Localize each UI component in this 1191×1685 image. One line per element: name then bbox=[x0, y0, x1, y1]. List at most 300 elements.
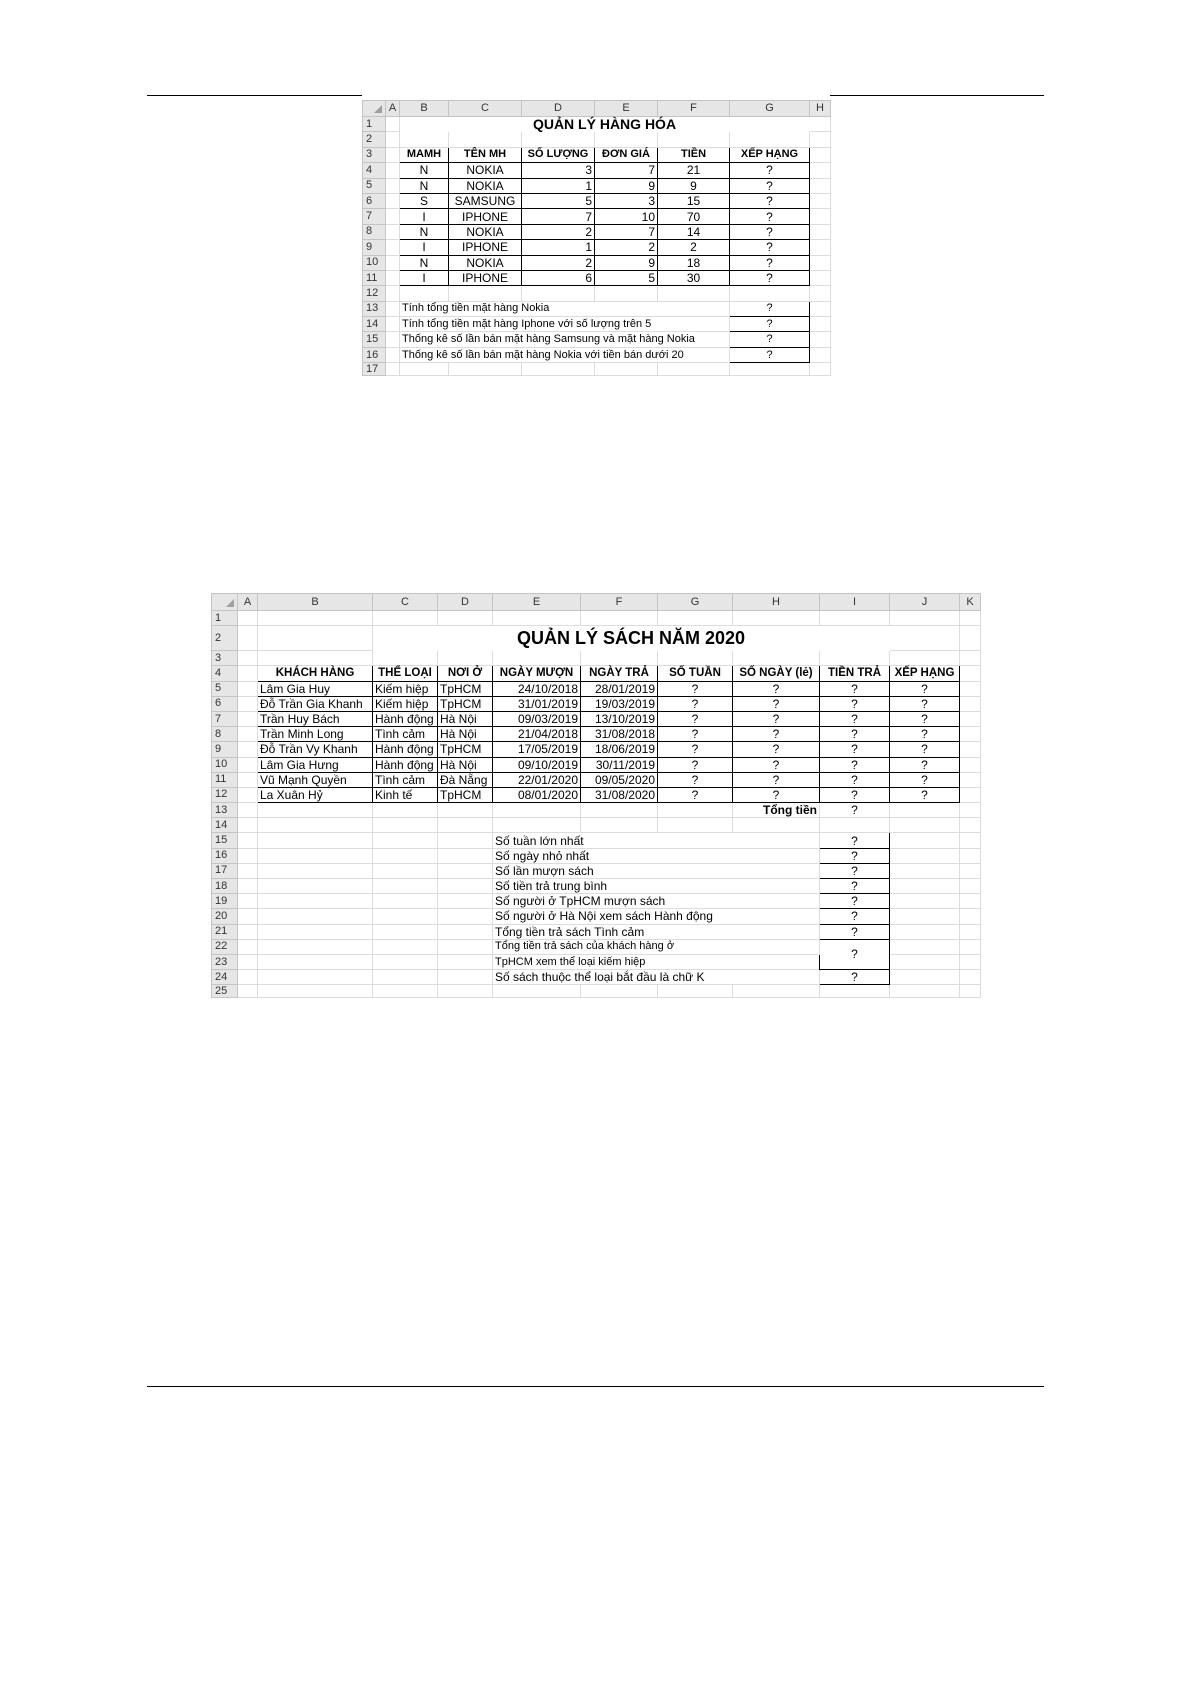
empty-cell[interactable] bbox=[810, 270, 831, 285]
empty-cell[interactable] bbox=[386, 347, 400, 362]
empty-cell[interactable] bbox=[890, 626, 960, 651]
empty-cell[interactable] bbox=[258, 833, 373, 848]
empty-cell[interactable] bbox=[960, 803, 981, 818]
data-cell[interactable]: Tình cảm bbox=[373, 772, 438, 787]
data-cell[interactable]: 17/05/2019 bbox=[493, 742, 581, 757]
empty-cell[interactable] bbox=[386, 117, 400, 132]
question-answer[interactable]: ? bbox=[730, 332, 810, 347]
empty-cell[interactable] bbox=[581, 803, 658, 818]
empty-cell[interactable] bbox=[258, 611, 373, 626]
empty-cell[interactable] bbox=[258, 894, 373, 909]
stat-label[interactable]: Tổng tiền trả sách Tình cảm bbox=[493, 924, 820, 939]
row-header[interactable]: 12 bbox=[363, 286, 386, 301]
empty-cell[interactable] bbox=[386, 224, 400, 239]
empty-cell[interactable] bbox=[810, 147, 831, 162]
data-cell[interactable]: 22/01/2020 bbox=[493, 772, 581, 787]
empty-cell[interactable] bbox=[438, 954, 493, 969]
row-header[interactable]: 16 bbox=[363, 347, 386, 362]
empty-cell[interactable] bbox=[238, 909, 258, 924]
empty-cell[interactable] bbox=[658, 363, 730, 376]
empty-cell[interactable] bbox=[581, 611, 658, 626]
empty-cell[interactable] bbox=[386, 163, 400, 178]
data-cell[interactable]: ? bbox=[730, 193, 810, 208]
empty-cell[interactable] bbox=[810, 163, 831, 178]
empty-cell[interactable] bbox=[238, 848, 258, 863]
data-cell[interactable]: 31/08/2018 bbox=[581, 727, 658, 742]
empty-cell[interactable] bbox=[810, 132, 831, 147]
stat-value[interactable]: ? bbox=[820, 970, 890, 985]
table-header[interactable]: SỐ NGÀY (lẻ) bbox=[733, 666, 820, 681]
data-cell[interactable]: ? bbox=[730, 163, 810, 178]
stat-value[interactable]: ? bbox=[820, 848, 890, 863]
column-header[interactable]: D bbox=[522, 101, 595, 117]
empty-cell[interactable] bbox=[438, 803, 493, 818]
empty-cell[interactable] bbox=[386, 209, 400, 224]
empty-cell[interactable] bbox=[810, 317, 831, 332]
data-cell[interactable]: 14 bbox=[658, 224, 730, 239]
empty-cell[interactable] bbox=[820, 611, 890, 626]
row-header[interactable]: 11 bbox=[212, 772, 238, 787]
empty-cell[interactable] bbox=[960, 727, 981, 742]
empty-cell[interactable] bbox=[733, 611, 820, 626]
empty-cell[interactable] bbox=[960, 626, 981, 651]
data-cell[interactable]: 3 bbox=[595, 193, 658, 208]
column-header[interactable]: G bbox=[730, 101, 810, 117]
table-header[interactable]: MAMH bbox=[400, 147, 449, 162]
stat-value[interactable]: ? bbox=[820, 833, 890, 848]
data-cell[interactable]: La Xuân Hỷ bbox=[258, 787, 373, 802]
row-header[interactable]: 13 bbox=[212, 803, 238, 818]
empty-cell[interactable] bbox=[960, 787, 981, 802]
data-cell[interactable]: Vũ Mạnh Quyền bbox=[258, 772, 373, 787]
row-header[interactable]: 10 bbox=[363, 255, 386, 270]
empty-cell[interactable] bbox=[890, 848, 960, 863]
data-cell[interactable]: 15 bbox=[658, 193, 730, 208]
data-cell[interactable]: N bbox=[400, 224, 449, 239]
empty-cell[interactable] bbox=[493, 803, 581, 818]
empty-cell[interactable] bbox=[238, 742, 258, 757]
stat-label[interactable]: Số tiền trả trung bình bbox=[493, 879, 820, 894]
data-cell[interactable]: 10 bbox=[595, 209, 658, 224]
empty-cell[interactable] bbox=[258, 803, 373, 818]
data-cell[interactable]: ? bbox=[733, 681, 820, 696]
data-cell[interactable]: 7 bbox=[595, 163, 658, 178]
row-header[interactable]: 25 bbox=[212, 985, 238, 998]
data-cell[interactable]: ? bbox=[730, 240, 810, 255]
data-cell[interactable]: IPHONE bbox=[449, 209, 522, 224]
empty-cell[interactable] bbox=[595, 286, 658, 301]
data-cell[interactable]: ? bbox=[890, 757, 960, 772]
table-header[interactable]: NGÀY MƯỢN bbox=[493, 666, 581, 681]
data-cell[interactable]: 2 bbox=[522, 224, 595, 239]
data-cell[interactable]: ? bbox=[733, 711, 820, 726]
empty-cell[interactable] bbox=[658, 286, 730, 301]
empty-cell[interactable] bbox=[810, 347, 831, 362]
data-cell[interactable]: Hành động bbox=[373, 742, 438, 757]
table-header[interactable]: THỂ LOẠI bbox=[373, 666, 438, 681]
data-cell[interactable]: 9 bbox=[595, 255, 658, 270]
row-header[interactable]: 15 bbox=[212, 833, 238, 848]
stat-value[interactable]: ? bbox=[820, 924, 890, 939]
column-header[interactable]: E bbox=[493, 594, 581, 611]
empty-cell[interactable] bbox=[890, 651, 960, 666]
empty-cell[interactable] bbox=[810, 286, 831, 301]
table-header[interactable]: XẾP HẠNG bbox=[890, 666, 960, 681]
data-cell[interactable]: ? bbox=[890, 696, 960, 711]
data-cell[interactable]: Lâm Gia Hưng bbox=[258, 757, 373, 772]
row-header[interactable]: 6 bbox=[363, 193, 386, 208]
data-cell[interactable]: 7 bbox=[595, 224, 658, 239]
empty-cell[interactable] bbox=[238, 954, 258, 969]
empty-cell[interactable] bbox=[258, 863, 373, 878]
empty-cell[interactable] bbox=[960, 666, 981, 681]
data-cell[interactable]: ? bbox=[890, 681, 960, 696]
empty-cell[interactable] bbox=[890, 863, 960, 878]
row-header[interactable]: 15 bbox=[363, 332, 386, 347]
empty-cell[interactable] bbox=[449, 286, 522, 301]
empty-cell[interactable] bbox=[438, 818, 493, 833]
data-cell[interactable]: Hà Nội bbox=[438, 727, 493, 742]
empty-cell[interactable] bbox=[400, 363, 449, 376]
empty-cell[interactable] bbox=[258, 626, 373, 651]
data-cell[interactable]: 5 bbox=[595, 270, 658, 285]
empty-cell[interactable] bbox=[890, 879, 960, 894]
empty-cell[interactable] bbox=[890, 985, 960, 998]
data-cell[interactable]: 3 bbox=[522, 163, 595, 178]
empty-cell[interactable] bbox=[258, 939, 373, 954]
column-header[interactable]: A bbox=[238, 594, 258, 611]
empty-cell[interactable] bbox=[960, 696, 981, 711]
empty-cell[interactable] bbox=[595, 363, 658, 376]
question-label[interactable]: Tính tổng tiền mặt hàng Iphone với số lượng trên 5 bbox=[400, 317, 730, 332]
data-cell[interactable]: Kiếm hiệp bbox=[373, 696, 438, 711]
stat-value[interactable]: ? bbox=[820, 939, 890, 969]
empty-cell[interactable] bbox=[960, 818, 981, 833]
empty-cell[interactable] bbox=[960, 954, 981, 969]
empty-cell[interactable] bbox=[386, 317, 400, 332]
sheet-title[interactable]: QUẢN LÝ SÁCH NĂM 2020 bbox=[516, 628, 746, 649]
data-cell[interactable]: 18/06/2019 bbox=[581, 742, 658, 757]
empty-cell[interactable] bbox=[238, 803, 258, 818]
table-header[interactable]: ĐƠN GIÁ bbox=[595, 147, 658, 162]
empty-cell[interactable] bbox=[438, 985, 493, 998]
empty-cell[interactable] bbox=[373, 879, 438, 894]
empty-cell[interactable] bbox=[890, 970, 960, 985]
row-header[interactable]: 21 bbox=[212, 924, 238, 939]
empty-cell[interactable] bbox=[400, 132, 449, 147]
data-cell[interactable]: 2 bbox=[595, 240, 658, 255]
row-header[interactable]: 17 bbox=[363, 363, 386, 376]
data-cell[interactable]: NOKIA bbox=[449, 255, 522, 270]
empty-cell[interactable] bbox=[810, 117, 831, 132]
column-header[interactable]: B bbox=[258, 594, 373, 611]
data-cell[interactable]: ? bbox=[820, 742, 890, 757]
data-cell[interactable]: 21 bbox=[658, 163, 730, 178]
empty-cell[interactable] bbox=[373, 970, 438, 985]
data-cell[interactable]: ? bbox=[658, 757, 733, 772]
data-cell[interactable]: TpHCM bbox=[438, 787, 493, 802]
empty-cell[interactable] bbox=[238, 818, 258, 833]
row-header[interactable]: 16 bbox=[212, 848, 238, 863]
column-header[interactable]: B bbox=[400, 101, 449, 117]
empty-cell[interactable] bbox=[238, 681, 258, 696]
empty-cell[interactable] bbox=[960, 924, 981, 939]
table-header[interactable]: SỐ TUẦN bbox=[658, 666, 733, 681]
data-cell[interactable]: IPHONE bbox=[449, 240, 522, 255]
data-cell[interactable]: 5 bbox=[522, 193, 595, 208]
table-header[interactable]: KHÁCH HÀNG bbox=[258, 666, 373, 681]
sheet-title[interactable]: QUẢN LÝ HÀNG HÓA bbox=[532, 116, 677, 133]
empty-cell[interactable] bbox=[438, 924, 493, 939]
empty-cell[interactable] bbox=[258, 879, 373, 894]
data-cell[interactable]: ? bbox=[658, 681, 733, 696]
empty-cell[interactable] bbox=[960, 651, 981, 666]
empty-cell[interactable] bbox=[438, 611, 493, 626]
data-cell[interactable]: 24/10/2018 bbox=[493, 681, 581, 696]
data-cell[interactable]: ? bbox=[890, 742, 960, 757]
data-cell[interactable]: Trần Minh Long bbox=[258, 727, 373, 742]
row-header[interactable]: 20 bbox=[212, 909, 238, 924]
data-cell[interactable]: Đà Nẵng bbox=[438, 772, 493, 787]
empty-cell[interactable] bbox=[960, 681, 981, 696]
empty-cell[interactable] bbox=[730, 132, 810, 147]
column-header[interactable]: F bbox=[658, 101, 730, 117]
row-header[interactable]: 14 bbox=[212, 818, 238, 833]
empty-cell[interactable] bbox=[449, 363, 522, 376]
data-cell[interactable]: Trần Huy Bách bbox=[258, 711, 373, 726]
empty-cell[interactable] bbox=[386, 255, 400, 270]
empty-cell[interactable] bbox=[258, 970, 373, 985]
data-cell[interactable]: ? bbox=[820, 772, 890, 787]
empty-cell[interactable] bbox=[238, 666, 258, 681]
column-header[interactable]: J bbox=[890, 594, 960, 611]
table-header[interactable]: XẾP HẠNG bbox=[730, 147, 810, 162]
row-header[interactable]: 5 bbox=[212, 681, 238, 696]
row-header[interactable]: 22 bbox=[212, 939, 238, 954]
row-header[interactable]: 17 bbox=[212, 863, 238, 878]
empty-cell[interactable] bbox=[386, 286, 400, 301]
data-cell[interactable]: 21/04/2018 bbox=[493, 727, 581, 742]
empty-cell[interactable] bbox=[438, 939, 493, 954]
data-cell[interactable]: I bbox=[400, 209, 449, 224]
data-cell[interactable]: ? bbox=[730, 224, 810, 239]
question-label[interactable]: Thống kê số lần bán mặt hàng Samsung và mặt hàng Nokia bbox=[400, 332, 730, 347]
empty-cell[interactable] bbox=[960, 757, 981, 772]
empty-cell[interactable] bbox=[890, 611, 960, 626]
empty-cell[interactable] bbox=[960, 772, 981, 787]
stat-label[interactable]: Số ngày nhỏ nhất bbox=[493, 848, 820, 863]
stat-label[interactable]: Số sách thuộc thể loại bắt đầu là chữ K bbox=[493, 970, 820, 985]
data-cell[interactable]: 70 bbox=[658, 209, 730, 224]
empty-cell[interactable] bbox=[238, 757, 258, 772]
data-cell[interactable]: Đỗ Trần Vy Khanh bbox=[258, 742, 373, 757]
empty-cell[interactable] bbox=[373, 985, 438, 998]
data-cell[interactable]: TpHCM bbox=[438, 681, 493, 696]
data-cell[interactable]: 2 bbox=[658, 240, 730, 255]
data-cell[interactable]: ? bbox=[733, 696, 820, 711]
data-cell[interactable]: TpHCM bbox=[438, 696, 493, 711]
empty-cell[interactable] bbox=[238, 924, 258, 939]
empty-cell[interactable] bbox=[810, 178, 831, 193]
data-cell[interactable]: 28/01/2019 bbox=[581, 681, 658, 696]
column-header[interactable]: H bbox=[810, 101, 831, 117]
empty-cell[interactable] bbox=[960, 742, 981, 757]
empty-cell[interactable] bbox=[733, 985, 820, 998]
row-header[interactable]: 24 bbox=[212, 970, 238, 985]
table-header[interactable]: NƠI Ở bbox=[438, 666, 493, 681]
stat-value[interactable]: ? bbox=[820, 863, 890, 878]
empty-cell[interactable] bbox=[373, 818, 438, 833]
empty-cell[interactable] bbox=[238, 879, 258, 894]
empty-cell[interactable] bbox=[730, 363, 810, 376]
empty-cell[interactable] bbox=[890, 803, 960, 818]
data-cell[interactable]: ? bbox=[820, 727, 890, 742]
data-cell[interactable]: S bbox=[400, 193, 449, 208]
data-cell[interactable]: 30 bbox=[658, 270, 730, 285]
empty-cell[interactable] bbox=[493, 651, 581, 666]
data-cell[interactable]: ? bbox=[820, 787, 890, 802]
empty-cell[interactable] bbox=[386, 193, 400, 208]
data-cell[interactable]: Kinh tế bbox=[373, 787, 438, 802]
empty-cell[interactable] bbox=[658, 611, 733, 626]
data-cell[interactable]: 6 bbox=[522, 270, 595, 285]
row-header[interactable]: 12 bbox=[212, 787, 238, 802]
data-cell[interactable]: ? bbox=[658, 742, 733, 757]
row-header[interactable]: 3 bbox=[212, 651, 238, 666]
column-header[interactable]: E bbox=[595, 101, 658, 117]
empty-cell[interactable] bbox=[810, 301, 831, 316]
empty-cell[interactable] bbox=[386, 132, 400, 147]
empty-cell[interactable] bbox=[258, 985, 373, 998]
empty-cell[interactable] bbox=[238, 772, 258, 787]
empty-cell[interactable] bbox=[960, 833, 981, 848]
data-cell[interactable]: ? bbox=[733, 742, 820, 757]
question-answer[interactable]: ? bbox=[730, 301, 810, 316]
stat-value[interactable]: ? bbox=[820, 909, 890, 924]
empty-cell[interactable] bbox=[238, 970, 258, 985]
data-cell[interactable]: 09/10/2019 bbox=[493, 757, 581, 772]
stat-value[interactable]: ? bbox=[820, 879, 890, 894]
stat-value[interactable]: ? bbox=[820, 894, 890, 909]
empty-cell[interactable] bbox=[960, 970, 981, 985]
empty-cell[interactable] bbox=[238, 727, 258, 742]
row-header[interactable]: 4 bbox=[363, 163, 386, 178]
empty-cell[interactable] bbox=[522, 286, 595, 301]
row-header[interactable]: 8 bbox=[363, 224, 386, 239]
empty-cell[interactable] bbox=[658, 818, 733, 833]
data-cell[interactable]: ? bbox=[658, 787, 733, 802]
empty-cell[interactable] bbox=[386, 147, 400, 162]
data-cell[interactable]: Hành động bbox=[373, 711, 438, 726]
data-cell[interactable]: NOKIA bbox=[449, 224, 522, 239]
data-cell[interactable]: ? bbox=[730, 270, 810, 285]
empty-cell[interactable] bbox=[258, 954, 373, 969]
empty-cell[interactable] bbox=[238, 939, 258, 954]
data-cell[interactable]: 9 bbox=[658, 178, 730, 193]
row-header[interactable]: 9 bbox=[363, 240, 386, 255]
row-header[interactable]: 11 bbox=[363, 270, 386, 285]
data-cell[interactable]: ? bbox=[820, 696, 890, 711]
select-all-corner[interactable] bbox=[212, 594, 238, 611]
empty-cell[interactable] bbox=[373, 651, 438, 666]
empty-cell[interactable] bbox=[890, 924, 960, 939]
data-cell[interactable]: ? bbox=[658, 711, 733, 726]
data-cell[interactable]: N bbox=[400, 178, 449, 193]
data-cell[interactable]: TpHCM bbox=[438, 742, 493, 757]
empty-cell[interactable] bbox=[438, 848, 493, 863]
empty-cell[interactable] bbox=[810, 240, 831, 255]
data-cell[interactable]: ? bbox=[730, 178, 810, 193]
data-cell[interactable]: 30/11/2019 bbox=[581, 757, 658, 772]
empty-cell[interactable] bbox=[238, 863, 258, 878]
empty-cell[interactable] bbox=[595, 132, 658, 147]
data-cell[interactable]: 09/05/2020 bbox=[581, 772, 658, 787]
empty-cell[interactable] bbox=[438, 909, 493, 924]
empty-cell[interactable] bbox=[373, 909, 438, 924]
empty-cell[interactable] bbox=[733, 818, 820, 833]
data-cell[interactable]: 09/03/2019 bbox=[493, 711, 581, 726]
data-cell[interactable]: ? bbox=[658, 772, 733, 787]
row-header[interactable]: 2 bbox=[212, 626, 238, 651]
empty-cell[interactable] bbox=[890, 894, 960, 909]
stat-label[interactable]: Số người ở Hà Nội xem sách Hành động bbox=[493, 909, 820, 924]
data-cell[interactable]: 7 bbox=[522, 209, 595, 224]
data-cell[interactable]: ? bbox=[733, 787, 820, 802]
row-header[interactable]: 14 bbox=[363, 317, 386, 332]
empty-cell[interactable] bbox=[400, 286, 449, 301]
data-cell[interactable]: ? bbox=[820, 681, 890, 696]
table-header[interactable]: TÊN MH bbox=[449, 147, 522, 162]
empty-cell[interactable] bbox=[658, 651, 733, 666]
question-label[interactable]: Thống kê số lần bán mặt hàng Nokia với tiền bán dưới 20 bbox=[400, 347, 730, 362]
data-cell[interactable]: SAMSUNG bbox=[449, 193, 522, 208]
row-header[interactable]: 18 bbox=[212, 879, 238, 894]
empty-cell[interactable] bbox=[449, 132, 522, 147]
data-cell[interactable]: Hà Nội bbox=[438, 711, 493, 726]
empty-cell[interactable] bbox=[438, 879, 493, 894]
data-cell[interactable]: 18 bbox=[658, 255, 730, 270]
empty-cell[interactable] bbox=[730, 286, 810, 301]
data-cell[interactable]: ? bbox=[658, 696, 733, 711]
row-header[interactable]: 6 bbox=[212, 696, 238, 711]
data-cell[interactable]: 13/10/2019 bbox=[581, 711, 658, 726]
empty-cell[interactable] bbox=[810, 224, 831, 239]
empty-cell[interactable] bbox=[373, 848, 438, 863]
empty-cell[interactable] bbox=[733, 651, 820, 666]
empty-cell[interactable] bbox=[493, 611, 581, 626]
data-cell[interactable]: ? bbox=[733, 727, 820, 742]
question-label[interactable]: Tính tổng tiền mặt hàng Nokia bbox=[400, 301, 730, 316]
empty-cell[interactable] bbox=[438, 863, 493, 878]
empty-cell[interactable] bbox=[890, 954, 960, 969]
data-cell[interactable]: 08/01/2020 bbox=[493, 787, 581, 802]
stat-label[interactable]: Tổng tiền trả sách của khách hàng ở bbox=[493, 939, 820, 954]
data-cell[interactable]: I bbox=[400, 240, 449, 255]
table-header[interactable]: SỐ LƯỢNG bbox=[522, 147, 595, 162]
empty-cell[interactable] bbox=[386, 332, 400, 347]
empty-cell[interactable] bbox=[238, 985, 258, 998]
total-value[interactable]: ? bbox=[820, 803, 890, 818]
empty-cell[interactable] bbox=[386, 240, 400, 255]
empty-cell[interactable] bbox=[810, 255, 831, 270]
empty-cell[interactable] bbox=[820, 818, 890, 833]
empty-cell[interactable] bbox=[373, 924, 438, 939]
empty-cell[interactable] bbox=[438, 833, 493, 848]
select-all-corner[interactable] bbox=[363, 101, 386, 117]
row-header[interactable]: 3 bbox=[363, 147, 386, 162]
empty-cell[interactable] bbox=[960, 894, 981, 909]
empty-cell[interactable] bbox=[258, 651, 373, 666]
